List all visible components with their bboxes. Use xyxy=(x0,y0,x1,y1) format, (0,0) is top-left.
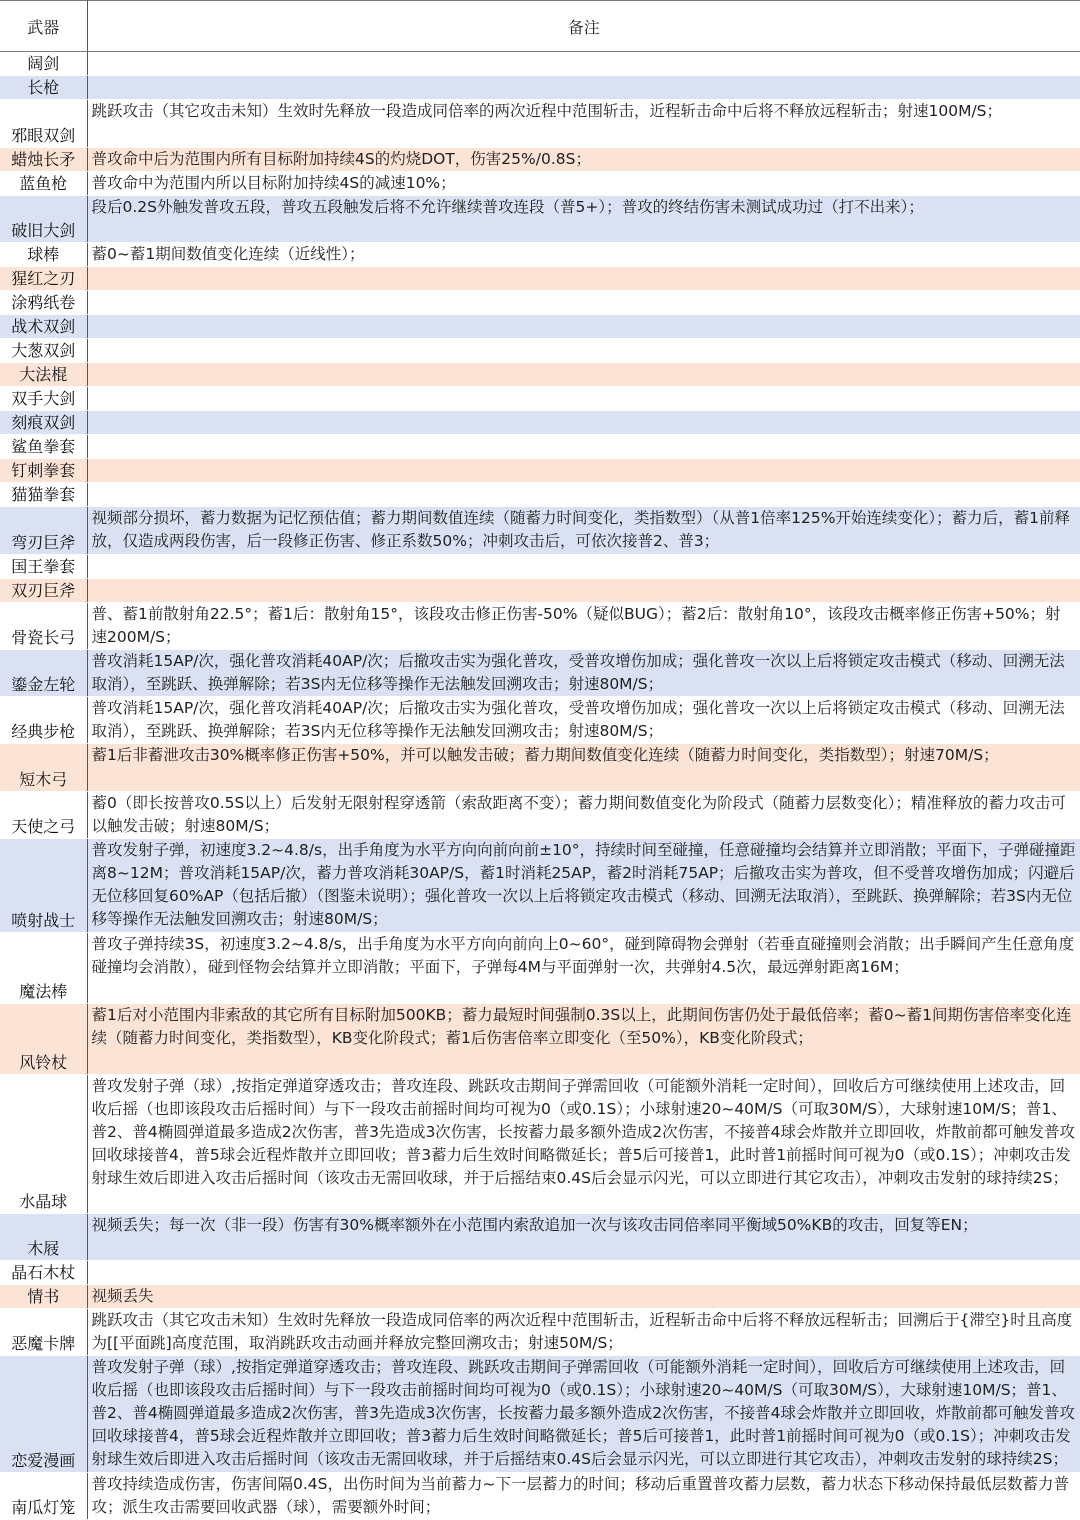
weapon-name-cell: 短木弓 xyxy=(0,744,87,792)
weapon-name-cell: 情书 xyxy=(0,1285,87,1309)
weapon-note-cell xyxy=(87,1261,1080,1285)
weapon-name-cell: 长枪 xyxy=(0,76,87,100)
table-row xyxy=(0,76,1080,100)
table-row xyxy=(0,933,1080,1004)
weapon-note-cell: 普攻消耗15AP/次，强化普攻消耗40AP/次；后撤攻击实为强化普攻，受普攻增伤加成；强化普攻一次以上后将锁定攻击模式（移动、回溯无法取消），至跳跃、换弹解除；若3S内无位移等操作无法触发回溯攻击；射速80M/S； xyxy=(87,650,1080,697)
weapon-note-cell: 普攻发射子弹（球）,按指定弹道穿透攻击；普攻连段、跳跃攻击期间子弹需回收（可能额外消耗一定时间），回收后方可继续使用上述攻击，回收后摇（也即该段攻击后摇时间）与下一段攻击前摇时间均可视为0（或0.1S）；小球射速20~40M/S（可取30M/S），大球射速10M/S；普1、普2、普4椭圆弹道最多造成2次伤害，普3先造成3次伤害，长按蓄力最多额外造成2次伤害，不接普4球会炸散并立即回收，炸散前都可触发普攻回收球接普4，普5球会近程炸散并立即回收；普3蓄力后生效时间略微延长；普5后可接普1，此时普1前摇时间可视为0（或0.1S）；冲刺攻击发射球生效后即进入攻击后摇时间（该攻击无需回收球，并于后摇结束0.4S后会显示闪光，可以立即进行其它攻击），冲刺攻击发射的球持续2S； xyxy=(87,1356,1080,1473)
weapon-note-cell xyxy=(87,459,1080,483)
weapon-name-cell: 钉刺拳套 xyxy=(0,459,87,483)
weapon-name-cell: 蓝鱼枪 xyxy=(0,172,87,196)
table-row xyxy=(0,1285,1080,1309)
table-row xyxy=(0,1356,1080,1473)
weapon-name-cell: 破旧大剑 xyxy=(0,196,87,243)
weapon-note-cell: 蓄0（即长按普攻0.5S以上）后发射无限射程穿透箭（索敌距离不变）；蓄力期间数值变化为阶段式（随蓄力层数变化）；精准释放的蓄力攻击可以触发击破；射速80M/S； xyxy=(87,792,1080,839)
table-body xyxy=(0,52,1080,1520)
table-row xyxy=(0,507,1080,555)
weapon-note-cell xyxy=(87,411,1080,435)
table-row xyxy=(0,483,1080,507)
table-row xyxy=(0,579,1080,603)
weapon-note-cell: 普攻命中后为范围内所有目标附加持续4S的灼烧DOT，伤害25%/0.8S； xyxy=(87,148,1080,172)
weapon-note-cell: 普攻消耗15AP/次，强化普攻消耗40AP/次；后撤攻击实为强化普攻，受普攻增伤加成；强化普攻一次以上后将锁定攻击模式（移动、回溯无法取消），至跳跃、换弹解除；若3S内无位移等操作无法触发回溯攻击；射速80M/S； xyxy=(87,697,1080,744)
weapon-name-cell: 刻痕双剑 xyxy=(0,411,87,435)
table-row xyxy=(0,172,1080,196)
table-row xyxy=(0,744,1080,792)
weapon-note-cell: 普、蓄1前散射角22.5°；蓄1后：散射角15°，该段攻击修正伤害-50%（疑似BUG）；蓄2后：散射角10°，该段攻击概率修正伤害+50%；射速200M/S； xyxy=(87,603,1080,650)
header-note: 备注 xyxy=(87,1,1080,52)
weapon-note-cell xyxy=(87,76,1080,100)
table-row xyxy=(0,650,1080,697)
weapon-name-cell: 猩红之刃 xyxy=(0,267,87,291)
table-row xyxy=(0,1309,1080,1356)
weapon-name-cell: 球棒 xyxy=(0,243,87,267)
weapon-note-cell: 普攻子弹持续3S，初速度3.2~4.8/s，出手角度为水平方向向前向上0~60°，碰到障碍物会弹射（若垂直碰撞则会消散；出手瞬间产生任意角度碰撞均会消散），碰到怪物会结算并立即消散；平面下，子弹每4M与平面弹射一次，共弹射4.5次，最远弹射距离16M； xyxy=(87,933,1080,1004)
table-row xyxy=(0,792,1080,839)
table-row xyxy=(0,243,1080,267)
weapon-note-cell: 视频丢失 xyxy=(87,1285,1080,1309)
weapon-name-cell: 蜡烛长矛 xyxy=(0,148,87,172)
table-row xyxy=(0,459,1080,483)
weapon-note-cell: 视频部分损坏，蓄力数据为记忆预估值；蓄力期间数值连续（随蓄力时间变化，类指数型）（从普1倍率125%开始连续变化）；蓄力后，蓄1前释放，仅造成两段伤害，后一段修正伤害、修正系数50%；冲刺攻击后，可依次接普2、普3； xyxy=(87,507,1080,555)
weapon-note-cell xyxy=(87,555,1080,579)
weapon-name-cell: 喷射战士 xyxy=(0,839,87,933)
table-row xyxy=(0,1004,1080,1075)
table-row xyxy=(0,1214,1080,1261)
weapon-name-cell: 恋爱漫画 xyxy=(0,1356,87,1473)
header-weapon: 武器 xyxy=(0,1,87,52)
table-row xyxy=(0,839,1080,933)
weapon-note-cell: 蓄1后对小范围内非索敌的其它所有目标附加500KB；蓄力最短时间强制0.3S以上，此期间伤害仍处于最低倍率；蓄0~蓄1间期伤害倍率变化连续（随蓄力时间变化，类指数型），KB变化阶段式；蓄1后伤害倍率立即变化（至50%），KB变化阶段式； xyxy=(87,1004,1080,1075)
weapon-note-cell xyxy=(87,52,1080,76)
table-row xyxy=(0,148,1080,172)
weapon-note-cell: 蓄0~蓄1期间数值变化连续（近线性）； xyxy=(87,243,1080,267)
weapon-note-cell xyxy=(87,435,1080,459)
table-row xyxy=(0,291,1080,315)
table-row xyxy=(0,339,1080,363)
weapon-name-cell: 晶石木杖 xyxy=(0,1261,87,1285)
weapon-name-cell: 双刃巨斧 xyxy=(0,579,87,603)
table-header-row xyxy=(0,1,1080,52)
weapon-note-cell: 普攻发射子弹（球）,按指定弹道穿透攻击；普攻连段、跳跃攻击期间子弹需回收（可能额外消耗一定时间），回收后方可继续使用上述攻击，回收后摇（也即该段攻击后摇时间）与下一段攻击前摇时间均可视为0（或0.1S）；小球射速20~40M/S（可取30M/S），大球射速10M/S；普1、普2、普4椭圆弹道最多造成2次伤害，普3先造成3次伤害，长按蓄力最多额外造成2次伤害，不接普4球会炸散并立即回收，炸散前都可触发普攻回收球接普4，普5球会近程炸散并立即回收；普3蓄力后生效时间略微延长；普5后可接普1，此时普1前摇时间可视为0（或0.1S）；冲刺攻击发射球生效后即进入攻击后摇时间（该攻击无需回收球，并于后摇结束0.4S后会显示闪光，可以立即进行其它攻击），冲刺攻击发射的球持续2S； xyxy=(87,1075,1080,1214)
weapon-note-cell: 跳跃攻击（其它攻击未知）生效时先释放一段造成同倍率的两次近程中范围斩击，近程斩击命中后将不释放远程斩击；回溯后于{滞空}时且高度为[[平面跳]高度范围，取消跳跃攻击动画并释放完整回溯攻击；射速50M/S； xyxy=(87,1309,1080,1356)
table-row xyxy=(0,1075,1080,1214)
weapon-name-cell: 骨瓷长弓 xyxy=(0,603,87,650)
weapon-name-cell: 水晶球 xyxy=(0,1075,87,1214)
weapon-note-cell: 蓄1后非蓄泄攻击30%概率修正伤害+50%，并可以触发击破；蓄力期间数值变化连续（随蓄力时间变化，类指数型）；射速70M/S； xyxy=(87,744,1080,792)
table-row xyxy=(0,363,1080,387)
weapon-note-cell xyxy=(87,291,1080,315)
weapon-name-cell: 国王拳套 xyxy=(0,555,87,579)
weapon-name-cell: 弯刃巨斧 xyxy=(0,507,87,555)
weapon-name-cell: 大葱双剑 xyxy=(0,339,87,363)
table-row xyxy=(0,387,1080,411)
table-row xyxy=(0,100,1080,148)
weapon-name-cell: 邪眼双剑 xyxy=(0,100,87,148)
weapon-name-cell: 魔法棒 xyxy=(0,933,87,1004)
weapon-note-cell xyxy=(87,483,1080,507)
weapon-name-cell: 风铃杖 xyxy=(0,1004,87,1075)
weapon-note-cell xyxy=(87,315,1080,339)
weapon-name-cell: 涂鸦纸卷 xyxy=(0,291,87,315)
table-row xyxy=(0,1473,1080,1520)
weapon-name-cell: 鲨鱼拳套 xyxy=(0,435,87,459)
weapon-note-cell xyxy=(87,363,1080,387)
table-row xyxy=(0,1261,1080,1285)
table-row xyxy=(0,697,1080,744)
weapon-name-cell: 南瓜灯笼 xyxy=(0,1473,87,1520)
weapon-note-cell xyxy=(87,387,1080,411)
weapon-name-cell: 大法棍 xyxy=(0,363,87,387)
weapon-note-cell xyxy=(87,579,1080,603)
weapon-name-cell: 战术双剑 xyxy=(0,315,87,339)
table-row xyxy=(0,603,1080,650)
weapon-note-cell: 跳跃攻击（其它攻击未知）生效时先释放一段造成同倍率的两次近程中范围斩击，近程斩击命中后将不释放远程斩击；射速100M/S； xyxy=(87,100,1080,148)
table-row xyxy=(0,435,1080,459)
weapon-note-cell xyxy=(87,339,1080,363)
weapon-name-cell: 木屐 xyxy=(0,1214,87,1261)
weapon-name-cell: 阔剑 xyxy=(0,52,87,76)
weapon-note-cell: 普攻发射子弹，初速度3.2~4.8/s，出手角度为水平方向向前向前±10°，持续时间至碰撞，任意碰撞均会结算并立即消散；平面下，子弹碰撞距离8~12M；普攻消耗15AP/次，蓄力普攻消耗30AP/S，蓄1时消耗25AP，蓄2时消耗75AP；后撤攻击实为普攻，但不受普攻增伤加成；闪避后无位移回复60%AP（包括后撤）（图鉴未说明）；强化普攻一次以上后将锁定攻击模式（移动、回溯无法取消），至跳跃、换弹解除；若3S内无位移等操作无法触发回溯攻击；射速80M/S； xyxy=(87,839,1080,933)
weapon-name-cell: 天使之弓 xyxy=(0,792,87,839)
table-row xyxy=(0,52,1080,76)
table-row xyxy=(0,196,1080,243)
weapon-note-cell: 视频丢失；每一次（非一段）伤害有30%概率额外在小范围内索敌追加一次与该攻击同倍率同平衡域50%KB的攻击，回复等EN； xyxy=(87,1214,1080,1261)
table-row xyxy=(0,411,1080,435)
weapon-note-cell: 段后0.2S外触发普攻五段，普攻五段触发后将不允许继续普攻连段（普5+）；普攻的终结伤害未测试成功过（打不出来）； xyxy=(87,196,1080,243)
weapon-name-cell: 双手大剑 xyxy=(0,387,87,411)
weapon-note-cell: 普攻命中为范围内所以目标附加持续4S的减速10%； xyxy=(87,172,1080,196)
weapon-note-cell xyxy=(87,267,1080,291)
weapon-name-cell: 猫猫拳套 xyxy=(0,483,87,507)
table-row xyxy=(0,267,1080,291)
weapon-name-cell: 经典步枪 xyxy=(0,697,87,744)
weapon-note-cell: 普攻持续造成伤害，伤害间隔0.4S，出伤时间为当前蓄力~下一层蓄力的时间；移动后重置普攻蓄力层数，蓄力状态下移动保持最低层数蓄力普攻；派生攻击需要回收武器（球），需要额外时间； xyxy=(87,1473,1080,1520)
weapon-name-cell: 恶魔卡牌 xyxy=(0,1309,87,1356)
weapon-name-cell: 鎏金左轮 xyxy=(0,650,87,697)
table-row xyxy=(0,315,1080,339)
table-row xyxy=(0,555,1080,579)
